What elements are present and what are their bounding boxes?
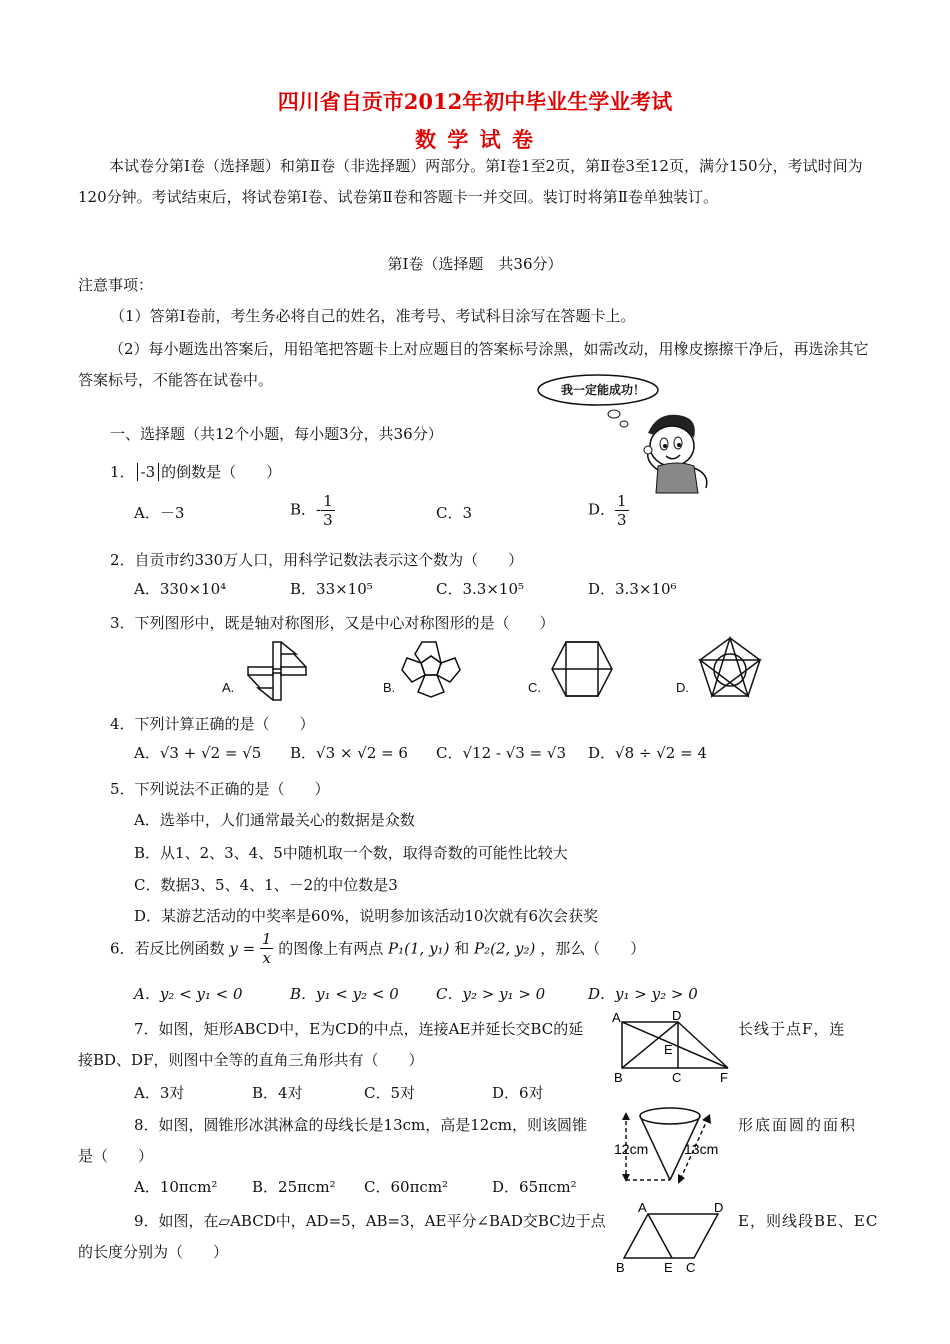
q1-d-denominator: 3 bbox=[617, 511, 627, 529]
q8-option-c: C．60πcm² bbox=[364, 1178, 449, 1196]
q7-label-d: D bbox=[672, 1008, 682, 1023]
q2-option-c: C．3.3×10⁵ bbox=[436, 580, 525, 598]
q1-b-denominator: 3 bbox=[323, 511, 333, 529]
q4-option-c: C．√12 - √3 = √3 bbox=[436, 744, 567, 762]
q7-option-a: A．3对 bbox=[134, 1084, 185, 1102]
q9-label-a: A bbox=[638, 1200, 647, 1215]
q2-option-b: B．33×10⁵ bbox=[290, 580, 373, 598]
q4-option-a: A．√3 + √2 = √5 bbox=[134, 744, 262, 762]
notes-heading: 注意事项： bbox=[78, 276, 154, 294]
boy-cartoon-icon bbox=[628, 408, 718, 498]
q4-option-d: D．√8 ÷ √2 = 4 bbox=[588, 744, 707, 762]
q6-option-d: D．y₁ > y₂ > 0 bbox=[588, 985, 698, 1003]
q6-function-lhs: y = bbox=[229, 939, 256, 958]
q3-option-c: C. bbox=[528, 680, 541, 695]
q7-option-c: C．5对 bbox=[364, 1084, 416, 1102]
q7-label-b: B bbox=[614, 1070, 623, 1085]
q6-stem-post: ，那么（ ） bbox=[540, 939, 646, 958]
question-9-stem-a: 9．如图，在▱ABCD中，AD=5，AB=3，AE平分∠BAD交BC边于点 bbox=[134, 1212, 606, 1230]
q3-option-a: A. bbox=[222, 680, 235, 695]
q1-number: 1． bbox=[110, 463, 135, 481]
q3-pentagon-flower-figure bbox=[400, 636, 462, 698]
q3-pinwheel-figure bbox=[246, 640, 308, 702]
q9-label-d: D bbox=[714, 1200, 724, 1215]
q6-func-numerator: 1 bbox=[261, 930, 272, 948]
note-2: （2）每小题选出答案后，用铅笔把答题卡上对应题目的答案标号涂黑，如需改动，用橡皮擦擦干净后，再选涂其它答案标号，不能答在试卷中。 bbox=[78, 340, 869, 389]
question-9-stem-c: 的长度分别为（ ） bbox=[78, 1243, 229, 1261]
page-subtitle: 数 学 试 卷 bbox=[415, 127, 535, 152]
q6-stem-pre: 6．若反比例函数 bbox=[110, 939, 225, 958]
q6-option-a: A．y₂ < y₁ < 0 bbox=[134, 985, 243, 1003]
q7-label-f: F bbox=[720, 1070, 728, 1085]
question-2-stem: 2．自贡市约330万人口，用科学记数法表示这个数为（ ） bbox=[110, 551, 524, 569]
q2-option-a: A．330×10⁴ bbox=[134, 580, 227, 598]
question-8-stem-b: 形底面圆的面积 bbox=[738, 1116, 858, 1134]
q6-point-p1: P₁(1, y₁) bbox=[388, 939, 450, 958]
q3-hexagon-square-figure bbox=[550, 640, 614, 698]
q1-option-a: A．－3 bbox=[134, 504, 185, 522]
q6-option-b: B．y₁ < y₂ < 0 bbox=[290, 985, 399, 1003]
q7-label-a: A bbox=[612, 1010, 621, 1025]
question-9-stem-b: E，则线段BE、EC bbox=[738, 1212, 879, 1230]
q5-option-b: B．从1、2、3、4、5中随机取一个数，取得奇数的可能性比较大 bbox=[134, 844, 568, 862]
q8-option-b: B．25πcm² bbox=[252, 1178, 336, 1196]
question-3-stem: 3．下列图形中，既是轴对称图形，又是中心对称图形的是（ ） bbox=[110, 614, 555, 632]
q8-cone-figure bbox=[612, 1104, 732, 1188]
q1-option-d bbox=[588, 492, 629, 529]
q8-option-a: A．10πcm² bbox=[134, 1178, 218, 1196]
q9-label-c: C bbox=[686, 1260, 696, 1275]
q1-option-b-label: B．- bbox=[290, 500, 322, 519]
question-8-stem-a: 8．如图，圆锥形冰淇淋盒的母线长是13cm，高是12cm，则该圆锥 bbox=[134, 1116, 587, 1134]
question-1-stem bbox=[110, 461, 281, 482]
q8-option-d: D．65πcm² bbox=[492, 1178, 577, 1196]
question-7-stem-c: 接BD、DF，则图中全等的直角三角形共有（ ） bbox=[78, 1051, 424, 1069]
q6-option-c: C．y₂ > y₁ > 0 bbox=[436, 985, 546, 1003]
q9-parallelogram-figure bbox=[612, 1200, 730, 1276]
q9-label-b: B bbox=[616, 1260, 625, 1275]
q1-stem-text: 的倒数是（ ） bbox=[161, 463, 282, 481]
q5-option-d: D．某游艺活动的中奖率是60%，说明参加该活动10次就有6次会获奖 bbox=[134, 907, 598, 925]
bubble-text: 我一定能成功！ bbox=[561, 383, 646, 397]
question-7-stem-a: 7．如图，矩形ABCD中，E为CD的中点，连接AE并延长交BC的延 bbox=[134, 1020, 584, 1038]
q4-option-b: B．√3 × √2 = 6 bbox=[290, 744, 408, 762]
q6-point-p2: P₂(2, y₂) bbox=[474, 939, 536, 958]
q1-option-d-label: D． bbox=[588, 500, 616, 519]
part1-heading: 第Ⅰ卷（选择题 共36分） bbox=[387, 255, 563, 273]
q6-func-denominator: x bbox=[262, 949, 271, 967]
q5-option-c: C．数据3、5、4、1、－2的中位数是3 bbox=[134, 876, 398, 894]
q7-option-d: D．6对 bbox=[492, 1084, 544, 1102]
q3-pentagram-figure bbox=[698, 636, 762, 698]
page-title: 四川省自贡市2012年初中毕业生学业考试 bbox=[277, 89, 673, 114]
q7-label-c: C bbox=[672, 1070, 682, 1085]
question-7-stem-b: 长线于点F，连 bbox=[738, 1020, 846, 1038]
q7-option-b: B．4对 bbox=[252, 1084, 303, 1102]
q9-label-e: E bbox=[664, 1260, 673, 1275]
q1-absolute-value: -3 bbox=[137, 463, 160, 481]
section-heading: 一、选择题（共12个小题，每小题3分，共36分） bbox=[110, 425, 443, 443]
q1-option-c: C．3 bbox=[436, 504, 473, 522]
intro-paragraph: 本试卷分第Ⅰ卷（选择题）和第Ⅱ卷（非选择题）两部分。第Ⅰ卷1至2页，第Ⅱ卷3至12页，满分150分，考试时间为120分钟。考试结束后，将试卷第Ⅰ卷、试卷第Ⅱ卷和答题卡一并交回。装订时将第Ⅱ卷单独装订。 bbox=[78, 157, 863, 206]
q1-option-b bbox=[290, 492, 335, 529]
q5-option-a: A．选举中，人们通常最关心的数据是众数 bbox=[134, 811, 415, 829]
q1-d-numerator: 1 bbox=[617, 492, 627, 510]
question-8-stem-c: 是（ ） bbox=[78, 1147, 154, 1165]
q6-and: 和 bbox=[454, 939, 470, 958]
q8-height-label: 12cm bbox=[614, 1141, 649, 1157]
q1-b-numerator: 1 bbox=[323, 492, 333, 510]
question-5-stem: 5．下列说法不正确的是（ ） bbox=[110, 780, 330, 798]
q7-rectangle-figure bbox=[612, 1008, 736, 1084]
q7-label-e: E bbox=[664, 1042, 673, 1057]
q8-slant-label: 13cm bbox=[684, 1141, 719, 1157]
note-1: （1）答第Ⅰ卷前，考生务必将自己的姓名，准考号、考试科目涂写在答题卡上。 bbox=[110, 307, 636, 325]
q3-option-d: D. bbox=[676, 680, 689, 695]
question-6-stem bbox=[110, 930, 645, 967]
q2-option-d: D．3.3×10⁶ bbox=[588, 580, 677, 598]
q3-option-b: B. bbox=[383, 680, 396, 695]
question-4-stem: 4．下列计算正确的是（ ） bbox=[110, 715, 315, 733]
q6-stem-mid: 的图像上有两点 bbox=[278, 939, 384, 958]
